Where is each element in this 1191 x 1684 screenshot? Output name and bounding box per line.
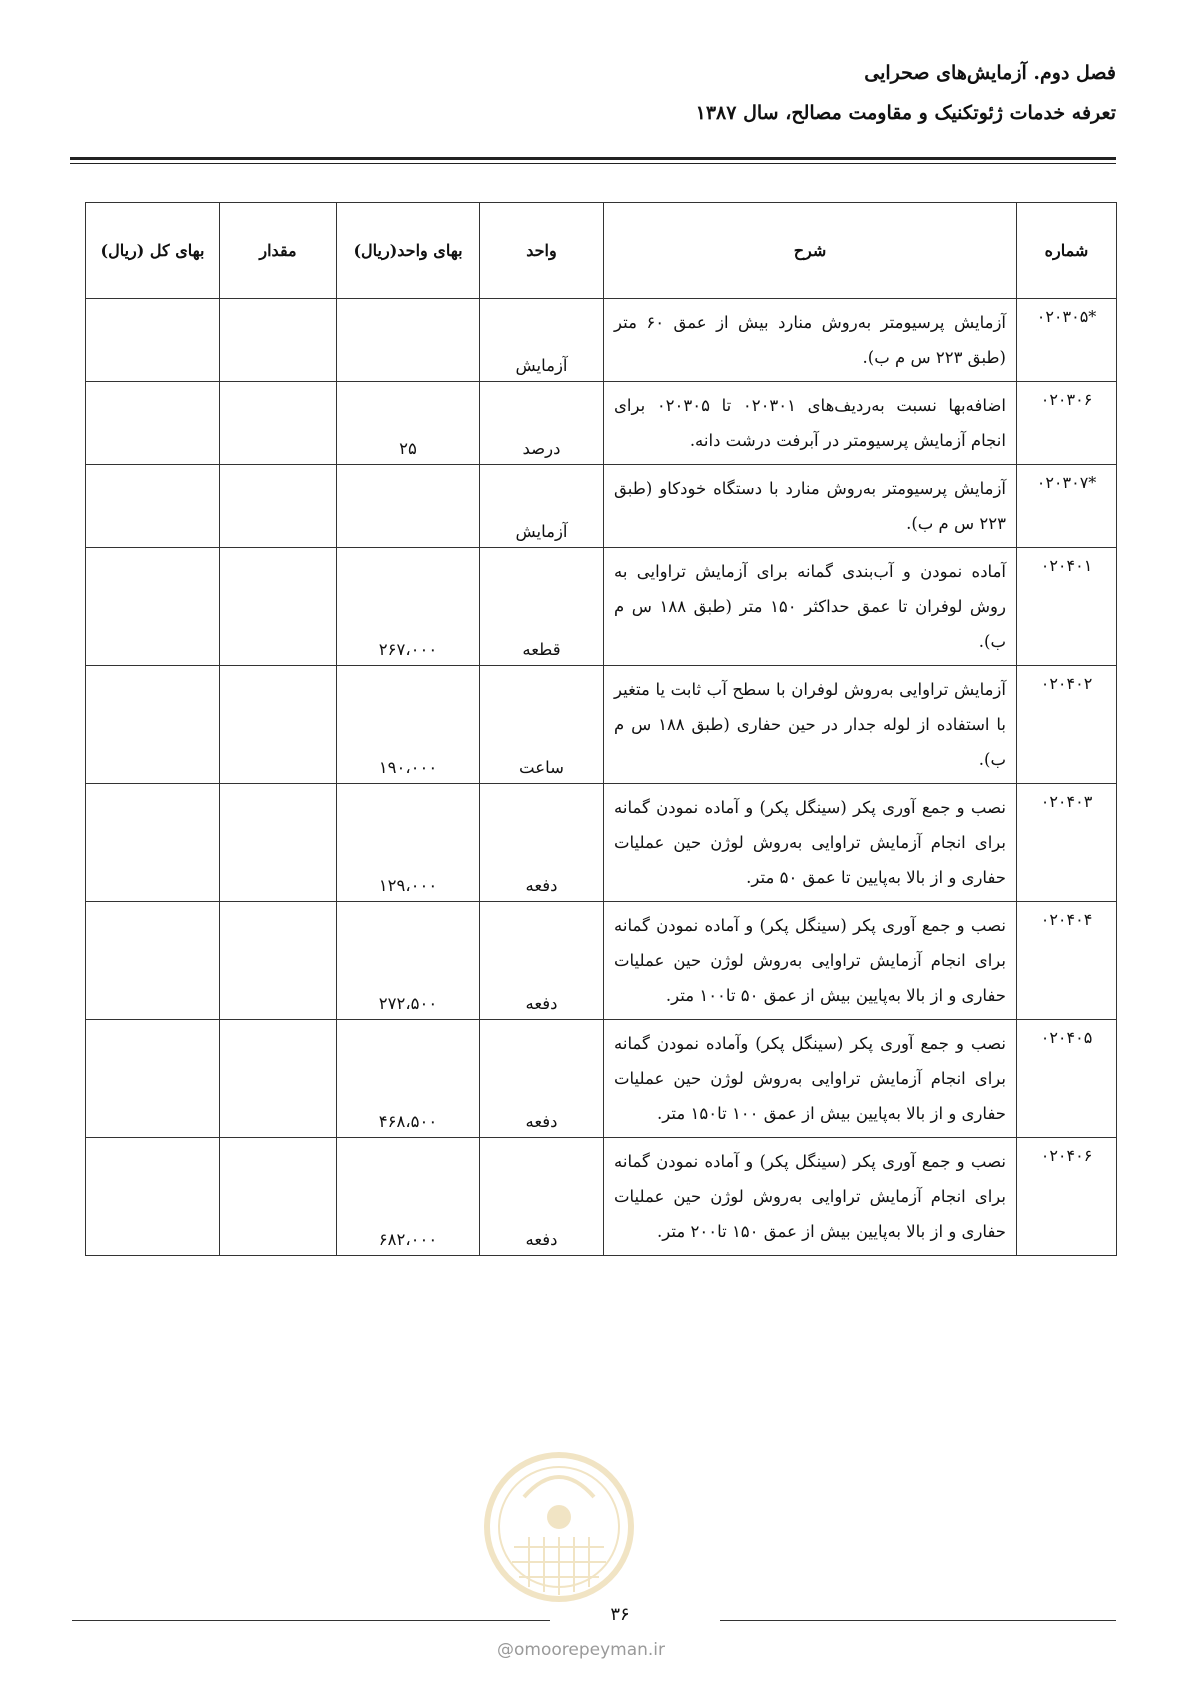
table-row (86, 1020, 1117, 1138)
col-header-total-price: بهای کل (ریال) (86, 203, 220, 299)
row-quantity (220, 465, 337, 548)
row-total-price (86, 382, 220, 465)
row-unit: آزمایش (480, 465, 604, 548)
row-unit: قطعه (480, 548, 604, 666)
tariff-table (85, 202, 1117, 1256)
watermark-seal-logo (484, 1437, 634, 1617)
page-number: ۳۶ (610, 1604, 630, 1625)
row-unit: دفعه (480, 1138, 604, 1256)
row-unit-price: ۲۶۷،۰۰۰ (337, 548, 480, 666)
row-unit-price (337, 299, 480, 382)
row-unit-price: ۱۲۹،۰۰۰ (337, 784, 480, 902)
row-total-price (86, 465, 220, 548)
row-description: آزمایش تراوایی به‌روش لوفران با سطح آب ثابت یا متغیر با استفاده از لوله جدار در حین حفاری (طبق ۱۸۸ س م ب). (604, 666, 1017, 784)
row-unit-price (337, 465, 480, 548)
row-number: ۰۲۰۴۰۲ (1017, 666, 1117, 784)
row-number: ۰۲۰۴۰۵ (1017, 1020, 1117, 1138)
row-total-price (86, 902, 220, 1020)
row-total-price (86, 1020, 220, 1138)
row-unit: دفعه (480, 784, 604, 902)
row-total-price (86, 1138, 220, 1256)
website-watermark: @omoorepeyman.ir (497, 1640, 666, 1660)
row-unit: ساعت (480, 666, 604, 784)
row-description: نصب و جمع آوری پکر (سینگل پکر) و آماده نمودن گمانه برای انجام آزمایش تراوایی به‌روش لوژن حین عملیات حفاری و از بالا به‌پایین تا عمق ۵۰ متر. (604, 784, 1017, 902)
table-row (86, 1138, 1117, 1256)
col-header-description: شرح (604, 203, 1017, 299)
col-header-unit: واحد (480, 203, 604, 299)
row-unit: دفعه (480, 902, 604, 1020)
header-rule-thin (70, 163, 1116, 164)
row-unit-price: ۴۶۸،۵۰۰ (337, 1020, 480, 1138)
page-header (696, 62, 1116, 124)
row-unit-price: ۲۵ (337, 382, 480, 465)
row-number: ۰۲۰۴۰۱ (1017, 548, 1117, 666)
table-row (86, 666, 1117, 784)
row-number: *۰۲۰۳۰۷ (1017, 465, 1117, 548)
table-row (86, 548, 1117, 666)
row-unit: دفعه (480, 1020, 604, 1138)
document-subtitle: تعرفه خدمات ژئوتکنیک و مقاومت مصالح، سال ۱۳۸۷ (695, 102, 1116, 124)
row-quantity (220, 1138, 337, 1256)
row-description: آزمایش پرسیومتر به‌روش منارد با دستگاه خودکاو (طبق ۲۲۳ س م ب). (604, 465, 1017, 548)
row-number: *۰۲۰۳۰۵ (1017, 299, 1117, 382)
row-total-price (86, 548, 220, 666)
footer-rule-left (72, 1620, 550, 1621)
row-number: ۰۲۰۴۰۴ (1017, 902, 1117, 1020)
table-row (86, 902, 1117, 1020)
row-description: نصب و جمع آوری پکر (سینگل پکر) و آماده نمودن گمانه برای انجام آزمایش تراوایی به‌روش لوژن حین عملیات حفاری و از بالا به‌پایین بیش از عمق ۱۵۰ تا۲۰۰ متر. (604, 1138, 1017, 1256)
row-total-price (86, 299, 220, 382)
row-description: نصب و جمع آوری پکر (سینگل پکر) وآماده نمودن گمانه برای انجام آزمایش تراوایی به‌روش لوژن حین عملیات حفاری و از بالا به‌پایین بیش از عمق ۱۰۰ تا۱۵۰ متر. (604, 1020, 1017, 1138)
row-quantity (220, 784, 337, 902)
table-row (86, 382, 1117, 465)
row-description: آزمایش پرسیومتر به‌روش منارد بیش از عمق ۶۰ متر (طبق ۲۲۳ س م ب). (604, 299, 1017, 382)
row-quantity (220, 1020, 337, 1138)
row-quantity (220, 902, 337, 1020)
chapter-title: فصل دوم. آزمایش‌های صحرایی (864, 62, 1116, 84)
table-row (86, 299, 1117, 382)
footer-rule-right (720, 1620, 1116, 1621)
row-total-price (86, 784, 220, 902)
table-header-row (86, 203, 1117, 299)
row-quantity (220, 382, 337, 465)
table-row (86, 465, 1117, 548)
row-total-price (86, 666, 220, 784)
row-number: ۰۲۰۳۰۶ (1017, 382, 1117, 465)
table-row (86, 784, 1117, 902)
row-quantity (220, 548, 337, 666)
header-rule-thick (70, 157, 1116, 160)
row-unit: درصد (480, 382, 604, 465)
row-unit-price: ۱۹۰،۰۰۰ (337, 666, 480, 784)
row-unit: آزمایش (480, 299, 604, 382)
row-description: نصب و جمع آوری پکر (سینگل پکر) و آماده نمودن گمانه برای انجام آزمایش تراوایی به‌روش لوژن حین عملیات حفاری و از بالا به‌پایین بیش از عمق ۵۰ تا۱۰۰ متر. (604, 902, 1017, 1020)
row-quantity (220, 666, 337, 784)
row-unit-price: ۲۷۲،۵۰۰ (337, 902, 480, 1020)
row-description: آماده نمودن و آب‌بندی گمانه برای آزمایش تراوایی به روش لوفران تا عمق حداکثر ۱۵۰ متر (طبق ۱۸۸ س م ب). (604, 548, 1017, 666)
row-unit-price: ۶۸۲،۰۰۰ (337, 1138, 480, 1256)
col-header-quantity: مقدار (220, 203, 337, 299)
row-number: ۰۲۰۴۰۳ (1017, 784, 1117, 902)
col-header-unit-price: بهای واحد(ریال) (337, 203, 480, 299)
row-quantity (220, 299, 337, 382)
row-number: ۰۲۰۴۰۶ (1017, 1138, 1117, 1256)
row-description: اضافه‌بها نسبت به‌ردیف‌های ۰۲۰۳۰۱ تا ۰۲۰۳۰۵ برای انجام آزمایش پرسیومتر در آبرفت درشت دانه. (604, 382, 1017, 465)
col-header-number: شماره (1017, 203, 1117, 299)
